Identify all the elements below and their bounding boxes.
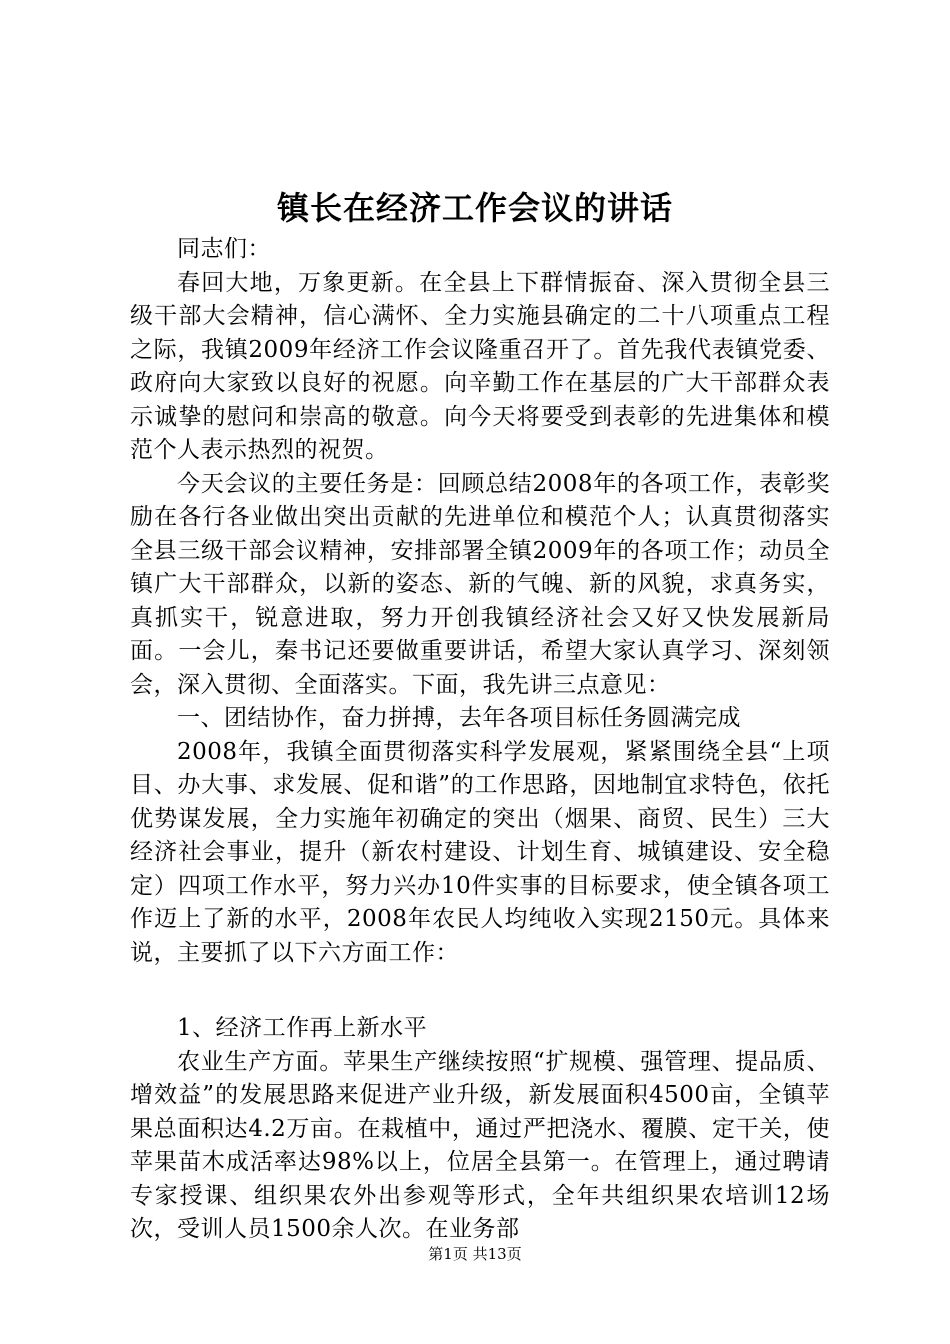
page-footer: 第1页 共13页 bbox=[428, 1245, 522, 1263]
salutation: 同志们： bbox=[177, 236, 271, 262]
paragraph-opening: 春回大地，万象更新。在全县上下群情振奋、深入贯彻全县三级干部大会精神，信心满怀、全力实施县确定的二十八项重点工程之际，我镇2009年经济工作会议隆重召开了。首先我代表镇党委、政府向大家致以良好的祝愿。向辛勤工作在基层的广大干部群众表示诚挚的慰问和崇高的敬意。向今天将要受到表彰的先进集体和模范个人表示热烈的祝贺。 bbox=[130, 269, 830, 463]
paragraph-agriculture: 农业生产方面。苹果生产继续按照“扩规模、强管理、提品质、增效益”的发展思路来促进产业升级，新发展面积4500亩，全镇苹果总面积达4.2万亩。在栽植中，通过严把浇水、覆膜、定干关，使苹果苗木成活率达98%以上，位居全县第一。在管理上，通过聘请专家授课、组织果农外出参观等形式，全年共组织果农培训12场次，受训人员1500余人次。在业务部 bbox=[130, 1048, 830, 1242]
document-body bbox=[130, 233, 830, 1247]
document-title: 镇长在经济工作会议的讲话 bbox=[276, 189, 673, 227]
paragraph-2008-summary: 2008年，我镇全面贯彻落实科学发展观，紧紧围绕全县“上项目、办大事、求发展、促和谐”的工作思路，因地制宜求特色，依托优势谋发展，全力实施年初确定的突出（烟果、商贸、民生）三大经济社会事业，提升（新农村建设、计划生育、城镇建设、安全稳定）四项工作水平，努力兴办10件实事的目标要求，使全镇各项工作迈上了新的水平，2008年农民人均纯收入实现2150元。具体来说，主要抓了以下六方面工作： bbox=[130, 738, 830, 966]
paragraph-gap bbox=[130, 970, 830, 1012]
paragraph-meeting-tasks: 今天会议的主要任务是：回顾总结2008年的各项工作，表彰奖励在各行各业做出突出贡献的先进单位和模范个人；认真贯彻落实全县三级干部会议精神，安排部署全镇2009年的各项工作；动员全镇广大干部群众，以新的姿态、新的气魄、新的风貌，求真务实，真抓实干，锐意进取，努力开创我镇经济社会又好又快发展新局面。一会儿，秦书记还要做重要讲话，希望大家认真学习、深刻领会，深入贯彻、全面落实。下面，我先讲三点意见： bbox=[130, 470, 830, 698]
subsection-heading-1: 1、经济工作再上新水平 bbox=[177, 1015, 428, 1041]
section-heading-1: 一、团结协作，奋力拼搏，去年各项目标任务圆满完成 bbox=[177, 705, 741, 731]
